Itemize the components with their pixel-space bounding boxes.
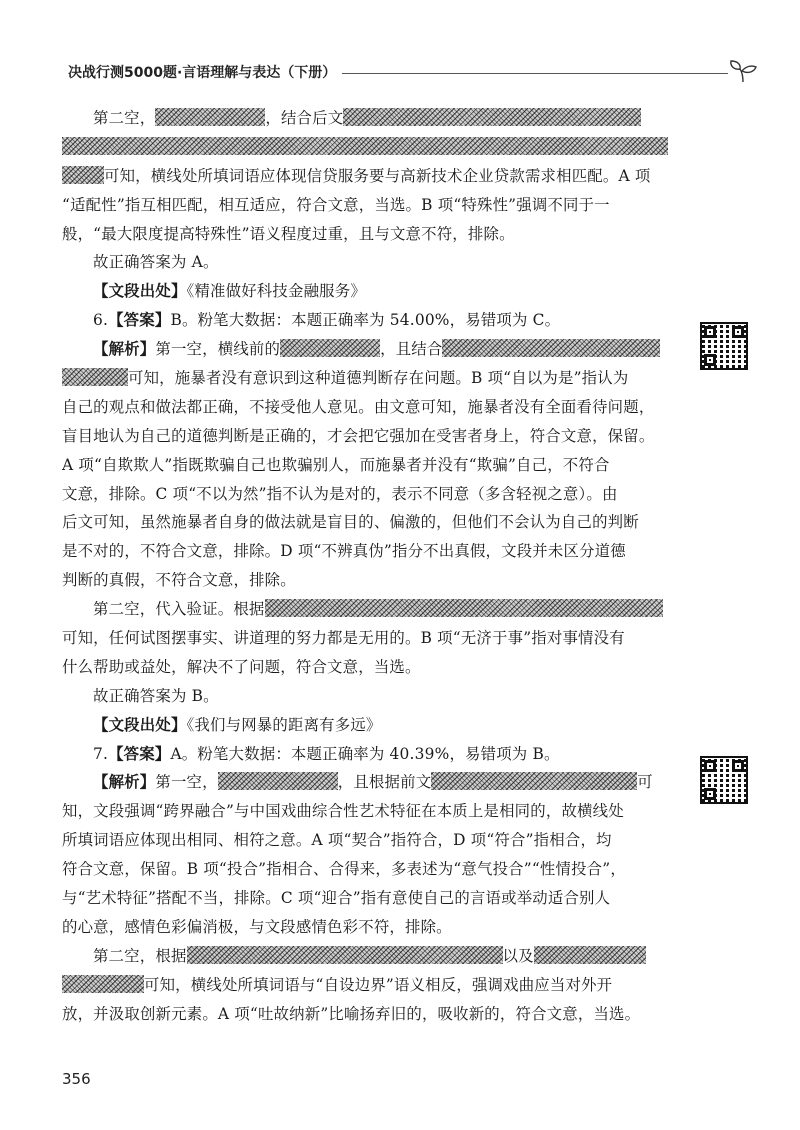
qr-finder-pattern <box>704 354 716 366</box>
text-line <box>62 653 674 682</box>
section-tag: 【解析】 <box>93 340 156 359</box>
text-run: 故正确答案为 A。 <box>93 253 219 272</box>
text-run: 第二空，根据 <box>93 946 187 965</box>
text-run: 第二空， <box>93 109 156 127</box>
section-tag: 【文段出处】 <box>93 282 187 301</box>
text-line <box>62 913 674 942</box>
section-tag: 【解析】 <box>93 773 156 792</box>
text-run: 6. <box>93 311 109 330</box>
text-line <box>62 248 674 277</box>
text-line <box>62 566 674 595</box>
text-run: 可知，任何试图摆事实、讲道理的努力都是无用的。B 项“无济于事”指对事情没有 <box>62 629 625 648</box>
text-line <box>62 595 674 624</box>
page-number: 356 <box>62 1070 91 1088</box>
running-header-title: 决战行测5000题·言语理解与表达（下册） <box>68 62 342 84</box>
qr-finder-pattern <box>704 326 716 338</box>
text-run: 盲目地认为自己的道德判断是正确的，才会把它强加在受害者身上，符合文意，保留。 <box>62 426 655 445</box>
text-run: A 项“自欺欺人”指既欺骗自己也欺骗别人，而施暴者并没有“欺骗”自己，不符合 <box>62 455 610 474</box>
text-line <box>62 942 674 971</box>
text-line <box>62 422 674 451</box>
text-run: A。粉笔大数据：本题正确率为 40.39%，易错项为 B。 <box>170 744 560 763</box>
section-tag: 【文段出处】 <box>93 715 187 734</box>
text-line <box>62 104 674 133</box>
text-run: 的心意，感情色彩偏消极，与文段感情色彩不符，排除。 <box>62 917 452 936</box>
text-line <box>62 480 674 509</box>
redacted-text-block <box>431 772 637 790</box>
qr-finder-pattern <box>732 326 744 338</box>
section-tag: 【答案】 <box>108 311 171 330</box>
redacted-text-block <box>187 946 503 964</box>
text-line <box>62 971 674 1000</box>
redacted-text-block <box>280 339 380 357</box>
text-line <box>62 682 674 711</box>
question-6-qr-code[interactable] <box>700 322 748 370</box>
text-run: ，且结合 <box>380 340 443 359</box>
text-run: 般，“最大限度提高特殊性”语义程度过重，且与文意不符，排除。 <box>62 224 515 243</box>
section-tag: 【答案】 <box>108 744 171 763</box>
page-header <box>68 62 758 86</box>
redacted-text-block <box>534 946 646 964</box>
text-line <box>62 1000 674 1029</box>
redacted-text-block <box>343 108 641 126</box>
text-run: 可 <box>637 773 653 792</box>
text-run: 符合文意，保留。B 项“投合”指相合、合得来，多表述为“意气投合”“性情投合”， <box>62 860 626 879</box>
text-line <box>62 884 674 913</box>
text-run: 判断的真假，不符合文意，排除。 <box>62 571 296 590</box>
text-run: 以及 <box>502 946 534 965</box>
redacted-text-block <box>62 368 128 386</box>
qr-finder-pattern <box>732 760 744 772</box>
text-run: 知，文段强调“跨界融合”与中国戏曲综合性艺术特征在本质上是相同的，故横线处 <box>62 802 624 821</box>
text-line <box>62 537 674 566</box>
text-run: 是不对的，不符合文意，排除。D 项“不辨真伪”指分不出真假，文段并未区分道德 <box>62 542 626 561</box>
text-line <box>62 768 674 797</box>
redacted-text-block <box>62 975 144 993</box>
text-run: B。粉笔大数据：本题正确率为 54.00%，易错项为 C。 <box>170 311 561 330</box>
redacted-text-block <box>62 137 668 155</box>
text-run: ，且根据前文 <box>337 773 432 792</box>
text-run: 所填词语应体现出相同、相符之意。A 项“契合”指符合，D 项“符合”指相合，均 <box>62 831 612 850</box>
text-run: 第一空，横线前的 <box>155 340 281 359</box>
sprout-icon <box>728 58 758 84</box>
text-line <box>62 393 674 422</box>
text-line <box>62 797 674 826</box>
redacted-text-block <box>155 108 265 126</box>
text-run: 文意，排除。C 项“不以为然”指不认为是对的，表示不同意（多含轻视之意）。由 <box>62 484 618 503</box>
redacted-text-block <box>265 599 663 617</box>
text-run: 放，并汲取创新元素。A 项“吐故纳新”比喻扬弃旧的，吸收新的，符合文意，当选。 <box>62 1004 641 1023</box>
redacted-text-block <box>442 339 660 357</box>
text-line <box>62 855 674 884</box>
redacted-text-block <box>62 166 104 184</box>
text-run: 故正确答案为 B。 <box>93 686 219 705</box>
text-run: “适配性”指互相匹配，相互适应，符合文意，当选。B 项“特殊性”强调不同于一 <box>62 195 610 214</box>
text-run: 《精准做好科技金融服务》 <box>186 282 366 301</box>
text-line <box>62 508 674 537</box>
text-line <box>62 335 674 364</box>
text-line <box>62 624 674 653</box>
text-line <box>62 826 674 855</box>
text-line <box>62 162 674 191</box>
text-line <box>62 277 674 306</box>
text-line <box>62 191 674 220</box>
text-line <box>62 220 674 249</box>
text-run: 自己的观点和做法都正确，不接受他人意见。由文意可知，施暴者没有全面看待问题， <box>62 397 655 416</box>
text-line <box>62 364 674 393</box>
qr-finder-pattern <box>704 760 716 772</box>
redacted-text-block <box>218 772 338 790</box>
text-run: 《我们与网暴的距离有多远》 <box>186 715 382 734</box>
question-7-qr-code[interactable] <box>700 756 748 804</box>
text-run: 7. <box>93 744 109 763</box>
text-run: 可知，横线处所填词语与“自设边界”语义相反，强调戏曲应当对外开 <box>144 975 613 994</box>
text-run: 可知，施暴者没有意识到这种道德判断存在问题。B 项“自以为是”指认为 <box>128 369 629 388</box>
text-run: 什么帮助或益处，解决不了问题，符合文意，当选。 <box>62 657 421 676</box>
text-line <box>62 711 674 740</box>
text-run: 与“艺术特征”搭配不当，排除。C 项“迎合”指有意使自己的言语或举动适合别人 <box>62 889 611 908</box>
text-line <box>62 740 674 769</box>
text-line <box>62 133 674 162</box>
text-line <box>62 451 674 480</box>
text-run: 第二空，代入验证。根据 <box>93 600 265 619</box>
text-run: 后文可知，虽然施暴者自身的做法就是盲目的、偏激的，但他们不会认为自己的判断 <box>62 513 639 532</box>
answer-explanation-body <box>62 104 674 1029</box>
text-line <box>62 306 674 335</box>
text-run: 第一空， <box>155 773 218 792</box>
text-run: 可知，横线处所填词语应体现信贷服务要与高新技术企业贷款需求相匹配。A 项 <box>104 166 651 185</box>
text-run: ，结合后文 <box>265 109 344 127</box>
qr-finder-pattern <box>704 788 716 800</box>
